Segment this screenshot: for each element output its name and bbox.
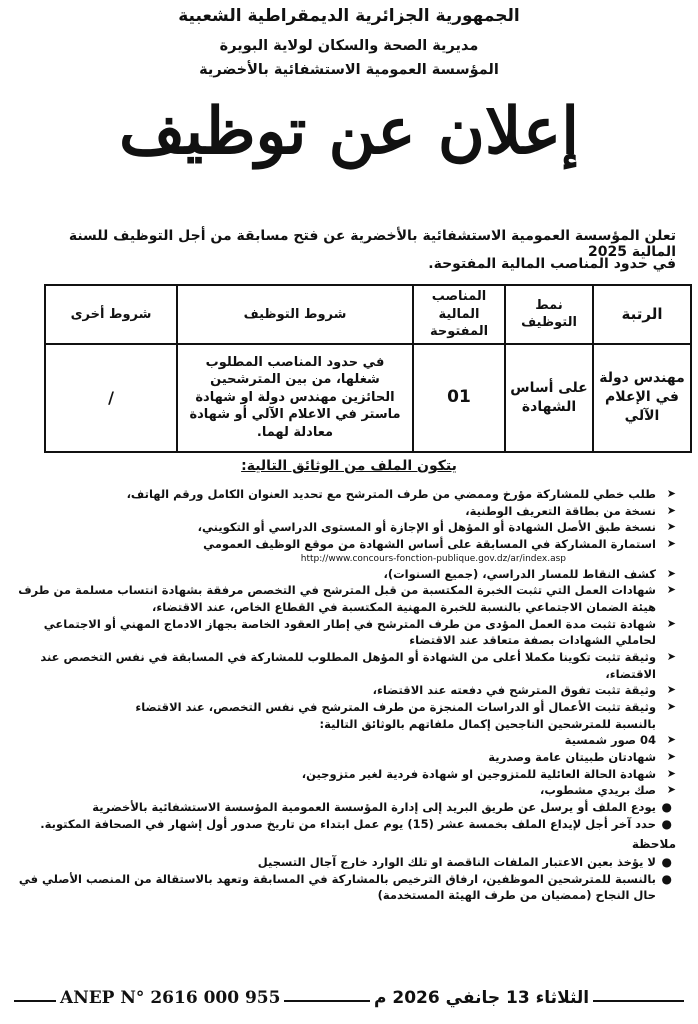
arrow-icon: ➤ bbox=[666, 583, 676, 597]
header-mode: نمط التوظيف bbox=[505, 285, 593, 344]
positions-table bbox=[44, 284, 692, 453]
cell-rank: مهندس دولة في الإعلام الآلي bbox=[593, 344, 691, 452]
bullet-item: ● حدد آخر أجل لإيداع الملف بخمسة عشر (15) يوم عمل ابتداء من تاريخ صدور أول إشهار في الصحافة المكتوبة. bbox=[16, 816, 676, 833]
note-item: ● بالنسبة للمترشحين الموظفين، ارفاق الترخيص بالمشاركة في المسابقة وتعهد بالاستقالة من المنصب الأصلي في حال النجاح (ممضيان من طرف الهيئة المستخدمة) bbox=[18, 871, 672, 903]
arrow-icon: ➤ bbox=[666, 537, 676, 551]
arrow-icon: ➤ bbox=[666, 616, 676, 630]
header-rank: الرتبة bbox=[593, 285, 691, 344]
list-item: ➤ 04 صور شمسية bbox=[564, 733, 676, 748]
list-item: ➤ شهادات العمل التي تثبت الخبرة المكتسبة من قبل المترشح في التخصص مرفقة بشهادة انتساب مسلمة من طرف هيئة الضمان الاجتماعي بالنسبة للخبرة المهنية المكتسبة في القطاع الخاص، عند الاقتضاء، bbox=[18, 583, 676, 615]
arrow-icon: ➤ bbox=[666, 750, 676, 764]
list-item: ➤ نسخة طبق الأصل الشهادة أو المؤهل أو الإجازة أو المستوى الدراسي أو التكويني، bbox=[197, 520, 676, 535]
bullet-item: ● يودع الملف أو يرسل عن طريق البريد إلى إدارة المؤسسة العمومية المؤسسة الاستشفائية بالأخضرية bbox=[16, 799, 676, 816]
list-item: ➤ صك بريدي مشطوب، bbox=[540, 783, 676, 798]
bullet-icon: ● bbox=[661, 800, 672, 815]
anep-number: ANEP N° 2616 000 955 bbox=[56, 988, 284, 1008]
arrow-icon: ➤ bbox=[666, 487, 676, 500]
bullet-icon: ● bbox=[661, 816, 672, 831]
publication-date: الثلاثاء 13 جانفي 2026 م bbox=[370, 988, 593, 1008]
arrow-icon: ➤ bbox=[666, 783, 676, 797]
list-item: ➤ شهادة تثبت مدة العمل المؤدى من طرف المترشح في إطار العقود الخاصة بجهاز الادماج المهني أو الاجتماعي لحاملي الشهادات بصفة متعاقد عند الاقتضاء bbox=[43, 616, 676, 648]
list-item: ➤ استمارة المشاركة في المسابقة على أساس الشهادة من موقع الوظيف العمومي bbox=[203, 537, 676, 552]
documents-title: يتكون الملف من الوثائق التالية: bbox=[241, 458, 457, 474]
intro-line-2: في حدود المناصب المالية المفتوحة. bbox=[428, 256, 676, 272]
arrow-icon: ➤ bbox=[666, 503, 676, 517]
list-item: ➤ وثيقة تثبت تفوق المترشح في دفعته عند الاقتضاء، bbox=[372, 683, 676, 698]
list-item: ➤ طلب خطي للمشاركة مؤرخ وممضي من طرف المترشح مع تحديد العنوان الكامل ورقم الهاتف، bbox=[126, 487, 676, 501]
directorate-header: مديرية الصحة والسكان لولاية البويرة bbox=[219, 38, 479, 54]
list-item: ➤ وثيقة تثبت الأعمال أو الدراسات المنجزة من طرف المترشح في نفس التخصص، عند الاقتضاء bbox=[135, 700, 676, 715]
cell-posts: 01 bbox=[413, 344, 505, 452]
bullet-icon: ● bbox=[661, 871, 672, 886]
arrow-icon: ➤ bbox=[666, 650, 676, 664]
notes-heading: ملاحظة bbox=[631, 837, 676, 852]
list-item: ➤ وثيقة تثبت تكوينا مكملا أعلى من الشهادة أو المؤهل المطلوب للمشاركة في المسابقة في نفس التخصص عند الاقتضاء، bbox=[40, 650, 676, 681]
note-item: ● لا يؤخذ بعين الاعتبار الملفات الناقصة او تلك الوارد خارج آجال التسجيل bbox=[16, 854, 676, 871]
arrow-icon: ➤ bbox=[666, 520, 676, 534]
arrow-icon: ➤ bbox=[666, 566, 676, 580]
arrow-icon: ➤ bbox=[666, 683, 676, 697]
application-url[interactable]: http://www.concours-fonction-publique.gov.dz/ar/index.asp bbox=[300, 553, 566, 564]
arrow-icon: ➤ bbox=[666, 700, 676, 714]
intro-line-1: تعلن المؤسسة العمومية الاستشفائية بالأخضرية عن فتح مسابقة من أجل التوظيف للسنة المالية 2025 bbox=[68, 228, 676, 260]
cell-other: / bbox=[45, 344, 177, 452]
institution-header: المؤسسة العمومية الاستشفائية بالأخضرية bbox=[199, 62, 499, 78]
page-title: إعلان عن توظيف bbox=[119, 94, 579, 169]
list-item: ➤ شهادة الحالة العائلية للمتزوجين او شهادة فردية لغير متزوجين، bbox=[301, 766, 676, 781]
cell-mode: على أساس الشهادة bbox=[505, 344, 593, 452]
header-other: شروط أخرى bbox=[45, 285, 177, 344]
table-row bbox=[45, 344, 691, 452]
list-item: ➤ نسخة من بطاقة التعريف الوطنية، bbox=[465, 503, 676, 518]
header-conditions: شروط التوظيف bbox=[177, 285, 413, 344]
list-item: ➤ كشف النقاط للمسار الدراسي، (جميع السنوات)، bbox=[383, 566, 676, 581]
documents-list bbox=[16, 486, 676, 904]
list-item: ➤ شهادتان طبيتان عامة وصدرية bbox=[488, 750, 676, 765]
arrow-icon: ➤ bbox=[666, 733, 676, 747]
bullet-icon: ● bbox=[661, 854, 672, 869]
winners-intro: بالنسبة للمترشحين الناجحين إكمال ملفاتهم بالوثائق التالية: bbox=[319, 716, 656, 731]
footer bbox=[0, 988, 698, 1018]
table-header-row bbox=[45, 285, 691, 344]
arrow-icon: ➤ bbox=[666, 766, 676, 780]
header-posts: المناصب المالية المفتوحة bbox=[413, 285, 505, 344]
cell-conditions: في حدود المناصب المطلوب شغلها، من بين المترشحين الحائزين مهندس دولة او شهادة ماستر في الاعلام الآلي أو شهادة معادلة لهما. bbox=[177, 344, 413, 452]
republic-header: الجمهورية الجزائرية الديمقراطية الشعبية bbox=[178, 6, 520, 26]
